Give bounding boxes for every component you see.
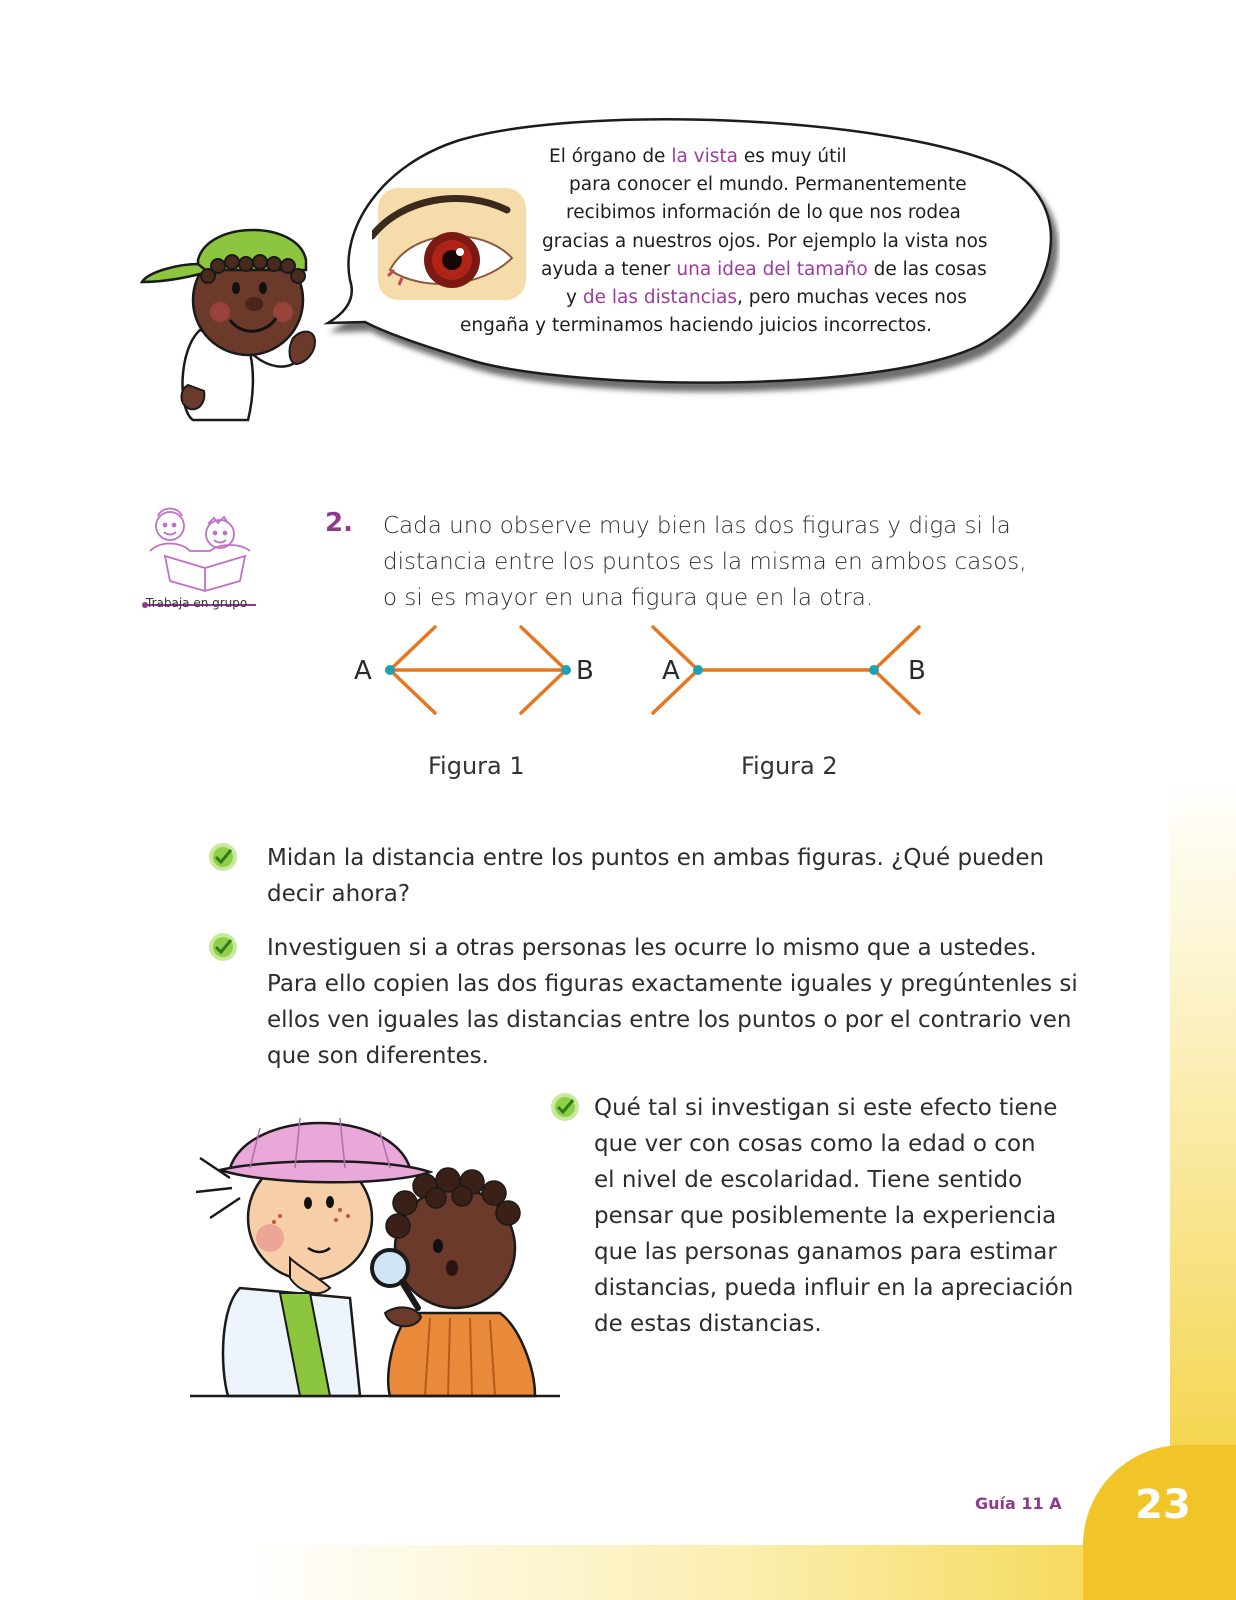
highlight-la-vista: la vista [671,146,739,167]
figure-2 [653,627,919,713]
boy-with-cap-illustration [138,220,338,425]
muller-lyer-figures [340,625,940,735]
bubble-line [549,143,1020,171]
bullet-line: que son diferentes. [267,1043,489,1069]
highlight-distancias: de las distancias [582,287,737,309]
bullet-line: Midan la distancia entre los puntos en ambas figuras. ¿Qué pueden [267,845,1045,871]
bubble-text-run: ayuda a tener [541,258,677,280]
bubble-text-run: y [566,287,583,309]
bullet-line: distancias, pueda influir en la apreciación [594,1275,1074,1301]
figure-2-point-a [693,665,703,675]
bullet-age-effect [594,1090,1114,1342]
bullet-line: ellos ven iguales las distancias entre los puntos o por el contrario ven [267,1007,1072,1033]
figure-1-label-a: A [354,656,372,686]
bubble-text [460,143,1020,340]
figure-1-caption: Figura 1 [428,752,525,780]
bullet-line: que las personas ganamos para estimar [594,1239,1057,1265]
bubble-line: gracias a nuestros ojos. Por ejemplo la vista nos [542,230,988,252]
bullet-line: Qué tal si investigan si este efecto tiene [594,1095,1058,1121]
figure-2-label-b: B [908,656,926,686]
exercise-line: o si es mayor en una figura que en la otra. [383,585,874,611]
bullet-line: el nivel de escolaridad. Tiene sentido [594,1167,1023,1193]
figure-2-point-b [869,665,879,675]
figure-2-caption: Figura 2 [741,752,838,780]
bubble-line [541,256,1020,284]
bullet-measure [267,840,1097,912]
bullet-line: que ver con cosas como la edad o con [594,1131,1036,1157]
bubble-text-run: es muy útil [738,146,847,167]
bubble-text-run: de las cosas [867,258,987,280]
figure-1-point-b [561,665,571,675]
figure-2-label-a: A [662,656,680,686]
page-number: 23 [1135,1482,1191,1528]
kids-with-magnifier-illustration [190,1098,560,1398]
guide-label: Guía 11 A [975,1494,1062,1513]
bullet-line: pensar que posiblemente la experiencia [594,1203,1057,1229]
check-icon [206,930,240,964]
bubble-text-run: , pero muchas veces nos [736,287,967,309]
figure-1 [390,627,566,713]
check-icon [206,840,240,874]
exercise-text [383,508,1063,616]
bullet-line: Para ello copien las dos figuras exactamente iguales y pregúntenles si [267,971,1078,997]
bubble-text-run: El órgano de [549,146,672,167]
figure-1-label-b: B [576,656,594,686]
figure-1-point-a [385,665,395,675]
bubble-line: para conocer el mundo. Permanentemente [569,174,967,196]
bullet-line: Investiguen si a otras personas les ocurre lo mismo que a ustedes. [267,935,1037,961]
bullet-line: decir ahora? [267,881,411,907]
exercise-line: distancia entre los puntos es la misma en ambos casos, [383,549,1027,575]
group-work-label: Trabaja en grupo [146,596,248,610]
yellow-bottom-strip [0,1545,1236,1600]
highlight-idea-tamano: una idea del tamaño [676,258,868,280]
exercise-line: Cada uno observe muy bien las dos figuras y diga si la [383,513,1011,539]
bubble-line: recibimos información de lo que nos rodea [566,202,961,224]
bullet-investigate [267,930,1097,1074]
bubble-line [566,284,1020,312]
exercise-number: 2. [325,508,353,538]
bullet-line: de estas distancias. [594,1311,822,1337]
bubble-line: engaña y terminamos haciendo juicios incorrectos. [460,315,933,337]
